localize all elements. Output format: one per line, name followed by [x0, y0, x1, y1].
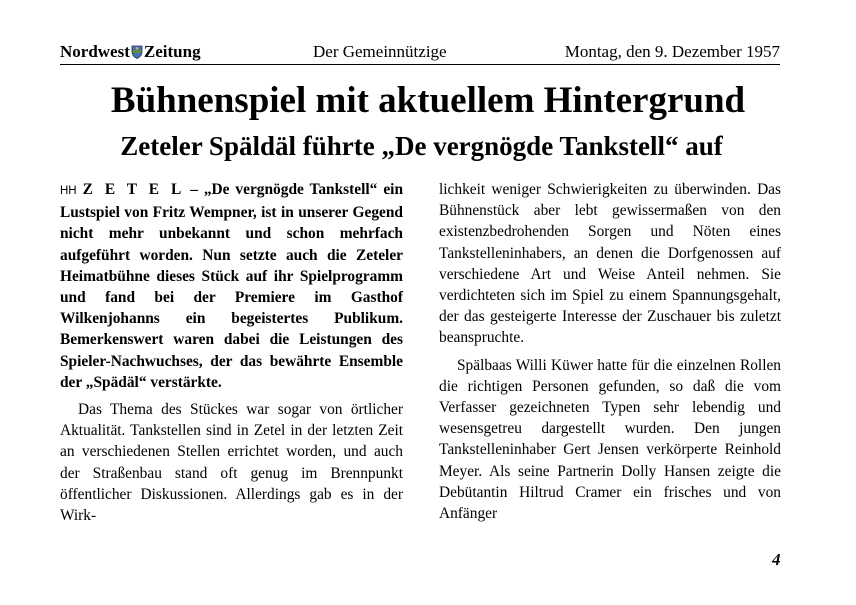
article-column-right: [439, 179, 781, 524]
article-paragraph: Das Thema des Stückes war sogar von örtlicher Aktualität. Tankstellen sind in Zetel in der letzten Zeit an verschiedenen Stellen errichtet worden, und auch der Straßenbau stand oft genug im Brennpunkt öffentlicher Diskussionen. Allerdings gab es in der Wirk-: [60, 401, 403, 525]
lead-text: – „De vergnögde Tankstell“ ein Lustspiel von Fritz Wempner, ist in unserer Gegend nicht mehr unbekannt und schon mehrfach aufgeführt worden. Nun setzte auch die Zeteler Heimatbühne dieses Stück auf ihr Spielprogramm und fand bei der Premiere im Gasthof Wilkenjohanns ein begeistertes Publikum. Bemerkenswert waren dabei die Leistungen des Spieler-Nachwuchses, der das bewährte Ensemble der „Spädäl“ verstärkte.: [60, 181, 403, 391]
dateline: Z E T E L: [82, 181, 185, 198]
newspaper-name-part1: Nordwest: [60, 42, 130, 61]
article-column-left: [60, 179, 403, 526]
article-paragraph: Spälbaas Willi Küwer hatte für die einzelnen Rollen die richtigen Personen gefunden, so daß die vom Verfasser gezeichneten Typen sehr lebendig und wesensgetreu dargestellt wurden. Den jungen Tankstelleninhaber Gert Jensen verkörperte Reinhold Meyer. Als seine Partnerin Dolly Hansen zeigte die Debütantin Hiltrud Cramer ein frisches und von Anfänger: [439, 356, 781, 523]
article-headline: Bühnenspiel mit aktuellem Hintergrund: [110, 80, 746, 121]
newspaper-name-part2: Zeitung: [143, 42, 201, 61]
article-paragraph-continued: lichkeit weniger Schwierigkeiten zu überwinden. Das Bühnenstück aber lebt gewissermaßen von den existenzbedrohenden Sorgen und Nöten eines Tankstelleninhabers, an denen die Dorfgenossen auf verschiedene Art und Weise Anteil nehmen. Sie verdichteten sich im Spiel zu einem Spannungsgehalt, der das gesteigerte Interesse der Zuschauer bis zuletzt beanspruchte.: [439, 181, 781, 347]
coat-of-arms-icon: [131, 45, 143, 59]
page-number: 4: [772, 550, 781, 569]
section-name: Der Gemeinnützige: [313, 42, 447, 61]
author-initials: HH: [60, 185, 77, 197]
article-subheadline: Zeteler Späldäl führte „De vergnögde Tankstell“ auf: [120, 131, 723, 161]
issue-date: Montag, den 9. Dezember 1957: [564, 42, 780, 61]
newspaper-name: [60, 42, 201, 62]
article-lead-paragraph: [60, 179, 403, 393]
masthead: [60, 42, 780, 65]
